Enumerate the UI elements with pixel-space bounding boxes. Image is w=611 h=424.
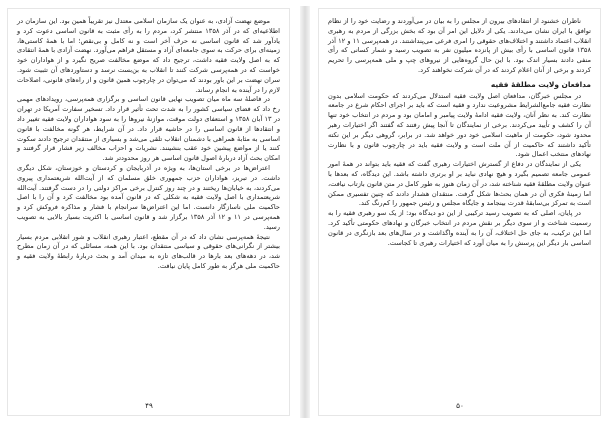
left-paragraph: نتیجهٔ همه‌پرسی نشان داد که در آن مقطع، اعتبار رهبری انقلاب و شور انقلابی مردم بسیار بیشتر از نگرانی‌های حقوقی و سیاسی منتقدان بود. با این همه، مسائلی که در آن زمان مطرح شد، در دهه‌های بعد بارها در قالب‌های تازه به میدان آمد و بحث دربارهٔ رابطهٔ ولایت فقیه و حاکمیت ملی هرگز به طور کامل پایان نیافت. [17,232,280,270]
left-paragraph: در فاصلهٔ سه ماه میان تصویب نهایی قانون اساسی و برگزاری همه‌پرسی، رویدادهای مهمی رخ داد که فضای سیاسی کشور را به شدت تحت تأثیر قرار داد. تسخیر سفارت آمریکا در تهران در ۱۳ آبان ۱۳۵۸ و استعفای دولت موقت، موازنهٔ نیروها را به سود هواداران ولایت فقیه تغییر داد و انتقادها از قانون اساسی را در حاشیه قرار داد. در آن شرایط، هر گونه مخالفت با قانون اساسی به مثابهٔ همراهی با دشمنان انقلاب تلقی می‌شد و بسیاری از منتقدان ترجیح دادند سکوت کنند یا از مواضع پیشین خود عقب بنشینند. نشریات و احزاب مخالف زیر فشار قرار گرفتند و امکان بحث آزاد دربارهٔ اصول قانون اساسی هر روز محدودتر شد. [17,95,281,163]
left-page [7,8,290,416]
right-paragraph: ناظران خشنود از انتقادهای بیرون از مجلس را به بیان در می‌آوردند و رضایت خود را از نظام توافق با ایران نشان می‌دادند. یکی از دلایل این امر آن بود که بخش بزرگی از مردم به رهبری انقلاب اعتماد داشتند و اختلاف‌های حقوقی را امری فرعی می‌پنداشتند. در همه‌پرسی ۱۱ و ۱۲ آذر ۱۳۵۸ قانون اساسی با رأی بیش از پانزده میلیون نفر به تصویب رسید و شمار کسانی که رأی منفی دادند بسیار اندک بود. با این حال گروه‌هایی از نیروهای چپ و ملی همه‌پرسی را تحریم کردند و برخی از آنان اعلام کردند که در آن شرکت نخواهند کرد. [328,17,591,74]
right-paragraph: در پایان، اصلی که به تصویب رسید ترکیبی از این دو دیدگاه بود: از یک سو رهبری فقیه را به رسمیت شناخت و از سوی دیگر بر نقش مردم در انتخاب خبرگان و نهادهای حکومتی تأکید کرد. اما این ترکیب، به جای حل اختلاف، آن را به آینده واگذاشت و در سال‌های بعد بازنگری در قانون اساسی بار دیگر این پرسش را به میان آورد که اختیارات رهبری تا کجاست. [328,209,591,247]
right-page-text [328,17,591,248]
book-gutter [300,6,310,418]
section-heading: مدافعان ولایت مطلقهٔ فقیه [490,79,591,89]
right-paragraph: یکی از نمایندگان در دفاع از گسترش اختیارات رهبری گفت که فقیه باید بتواند در همهٔ امور عمومی جامعه تصمیم بگیرد و هیچ نهادی نباید بر او برتری داشته باشد. این دیدگاه، که بعدها با عنوان ولایت مطلقهٔ فقیه شناخته شد، در آن زمان هنوز به طور کامل در متن قانون بازتاب نیافت، اما زمینهٔ فکری آن در همان بحث‌ها شکل گرفت. منتقدان هشدار دادند که چنین تفسیری ممکن است به تمرکز بی‌سابقهٔ قدرت بینجامد و جایگاه مجلس و رئیس جمهور را کم‌رنگ کند. [327,160,591,208]
left-paragraph: موضع نهضت آزادی، به عنوان یک سازمان اسلامی معتدل نیز تقریباً همین بود. این سازمان در اطلاعیه‌ای که در آذر ۱۳۵۸ منتشر کرد، مردم را به رأی مثبت به قانون اساسی دعوت کرد و یادآور شد که قانون اساسی نه حرف آخر است و نه کامل و بی‌نقص؛ اما با همهٔ کاستی‌ها، زمینه‌ای برای حرکت به سوی جامعه‌ای آزاد و مستقل فراهم می‌آورد. نهضت آزادی با همهٔ انتقادی که به اصل ولایت فقیه داشت، ترجیح داد که موضع مخالفت صریح نگیرد و از هواداران خود خواست که در همه‌پرسی شرکت کنند تا انقلاب به بن‌بست نرسد و دستاوردهای آن تثبیت شود. سران نهضت بر این باور بودند که می‌توان در چارچوب همین قانون و از راه‌های قانونی، اصلاحات لازم را در آینده به انجام رساند. [17,17,280,94]
left-page-number: ۴۹ [145,401,153,410]
right-page-number: ۵۰ [456,401,464,410]
left-paragraph: اعتراض‌ها در برخی استان‌ها، به ویژه در آذربایجان و کردستان و خوزستان، شکل دیگری داشت. در تبریز، هواداران حزب جمهوری خلق مسلمان که از آیت‌الله شریعتمداری پیروی می‌کردند، به خیابان‌ها ریختند و در چند روز کنترل برخی مراکز دولتی را در دست گرفتند. آیت‌الله شریعتمداری با اصل ولایت فقیه به شکلی که در قانون آمده بود مخالفت کرد و آن را با اصل حاکمیت ملی ناسازگار دانست. اما این اعتراض‌ها سرانجام با فشار و مذاکره فروکش کرد و همه‌پرسی در ۱۱ و ۱۲ آذر ۱۳۵۸ برگزار شد و قانون اساسی با اکثریت بسیار بالایی به تصویب رسید. [17,163,280,231]
right-page [318,8,601,416]
left-page-text [17,17,280,272]
right-paragraph: در مجلس خبرگان، مدافعان اصل ولایت فقیه استدلال می‌کردند که حکومت اسلامی بدون نظارت فقیه جامع‌الشرایط مشروعیت ندارد و فقیه است که باید بر اجرای احکام شرع در جامعه نظارت کند. به نظر آنان، ولایت فقیه ادامهٔ ولایت پیامبر و امامان بود و مردم در انتخاب خود تنها آن را کشف و تأیید می‌کردند. برخی از نمایندگان تا آنجا پیش رفتند که گفتند اگر اختیارات رهبر محدود شود، حکومت از ماهیت اسلامی خود دور خواهد شد. در برابر، گروهی دیگر بر این نکته تأکید داشتند که حاکمیت از آن ملت است و ولایت فقیه باید در چارچوب قانون و با نظارت نهادهای منتخب اعمال شود. [328,91,591,159]
